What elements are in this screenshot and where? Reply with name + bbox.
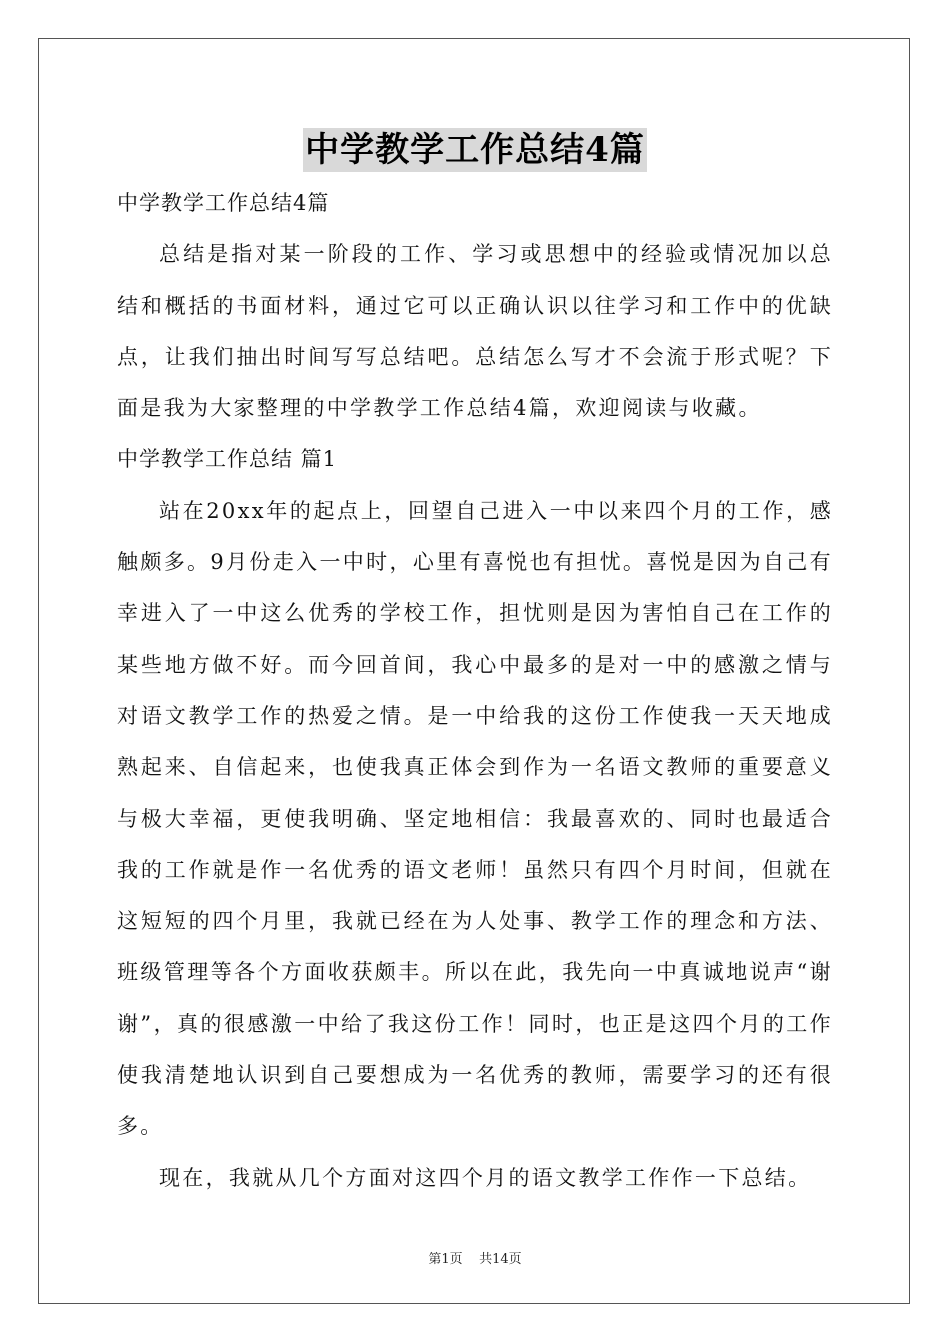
page-footer xyxy=(0,1248,950,1267)
paragraph-closing: 现在，我就从几个方面对这四个月的语文教学工作作一下总结。 xyxy=(159,1165,812,1190)
title-container xyxy=(0,128,950,172)
page-number: 第1页 xyxy=(428,1252,463,1267)
document-subtitle: 中学教学工作总结4篇 xyxy=(117,191,330,215)
document-title: 中学教学工作总结4篇 xyxy=(305,130,645,170)
paragraph-body: 站在20xx年的起点上，回望自己进入一中以来四个月的工作，感触颇多。9月份走入一中时，心里有喜悦也有担忧。喜悦是因为自己有幸进入了一中这么优秀的学校工作，担忧则是因为害怕自己在工作的某些地方做不好。而今回首间，我心中最多的是对一中的感激之情与对语文教学工作的热爱之情。是一中给我的这份工作使我一天天地成熟起来、自信起来，也使我真正体会到作为一名语文教师的重要意义与极大幸福，更使我明确、坚定地相信：我最喜欢的、同时也最适合我的工作就是作一名优秀的语文老师！虽然只有四个月时间，但就在这短短的四个月里，我就已经在为人处事、教学工作的理念和方法、班级管理等各个方面收获颇丰。所以在此，我先向一中真诚地说声“谢谢”，真的很感激一中给了我这份工作！同时，也正是这四个月的工作使我清楚地认识到自己要想成为一名优秀的教师，需要学习的还有很多。 xyxy=(117,498,833,1139)
paragraph-intro: 总结是指对某一阶段的工作、学习或思想中的经验或情况加以总结和概括的书面材料，通过它可以正确认识以往学习和工作中的优缺点，让我们抽出时间写写总结吧。总结怎么写才不会流于形式呢？下面是我为大家整理的中学教学工作总结4篇，欢迎阅读与收藏。 xyxy=(117,242,833,421)
document-body xyxy=(117,178,833,1204)
section-heading: 中学教学工作总结 篇1 xyxy=(117,447,338,472)
page-total: 共14页 xyxy=(479,1252,522,1267)
